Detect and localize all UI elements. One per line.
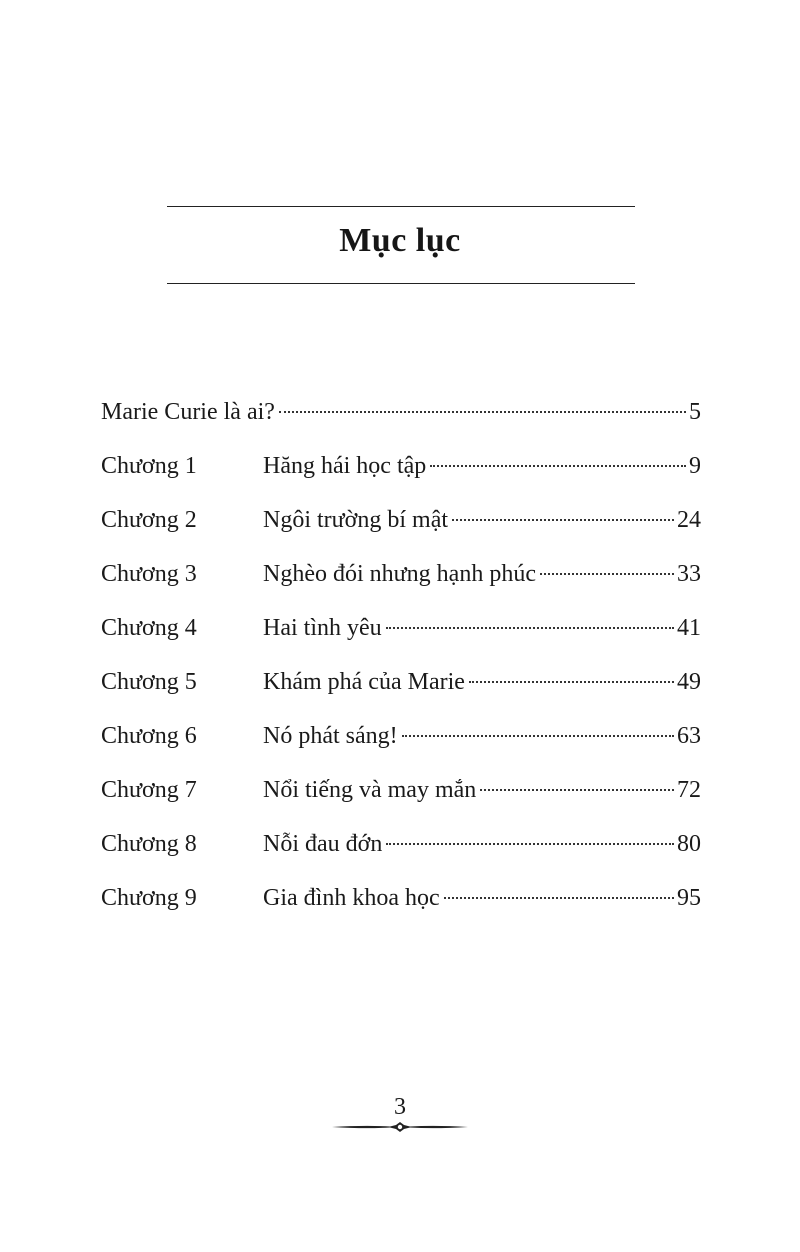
- table-of-contents: [101, 392, 701, 932]
- toc-entry-title: Nỗi đau đớn: [263, 831, 383, 857]
- dot-leader: [540, 573, 674, 575]
- dot-leader: [430, 465, 686, 467]
- toc-page-number: 49: [677, 669, 701, 695]
- toc-entry-chapter-4[interactable]: [101, 608, 701, 662]
- toc-page-number: 63: [677, 723, 701, 749]
- chapter-label: Chương 7: [101, 777, 197, 803]
- title-bottom-rule: [167, 283, 635, 284]
- toc-page-number: 24: [677, 507, 701, 533]
- chapter-label: Chương 3: [101, 561, 197, 587]
- dot-leader: [386, 843, 674, 845]
- toc-entry-intro[interactable]: [101, 392, 701, 446]
- dot-leader: [452, 519, 674, 521]
- toc-entry-chapter-8[interactable]: [101, 824, 701, 878]
- chapter-label: Chương 9: [101, 885, 197, 911]
- toc-page-number: 5: [689, 399, 701, 425]
- toc-entry-title: Hăng hái học tập: [263, 453, 427, 479]
- title-top-rule: [167, 206, 635, 207]
- page-number: 3: [394, 1094, 406, 1120]
- chapter-label: Chương 1: [101, 453, 197, 479]
- toc-entry-chapter-5[interactable]: [101, 662, 701, 716]
- chapter-label: Chương 4: [101, 615, 197, 641]
- dot-leader: [402, 735, 674, 737]
- footer-ornament-icon: [330, 1120, 470, 1134]
- toc-entry-chapter-7[interactable]: [101, 770, 701, 824]
- toc-entry-chapter-6[interactable]: [101, 716, 701, 770]
- toc-entry-chapter-2[interactable]: [101, 500, 701, 554]
- chapter-label: Chương 5: [101, 669, 197, 695]
- toc-page-number: 41: [677, 615, 701, 641]
- dot-leader: [444, 897, 674, 899]
- chapter-label: Chương 8: [101, 831, 197, 857]
- toc-entry-chapter-9[interactable]: [101, 878, 701, 932]
- chapter-label: Chương 6: [101, 723, 197, 749]
- toc-entry-title: Nghèo đói nhưng hạnh phúc: [263, 561, 536, 587]
- toc-entry-title: Hai tình yêu: [263, 615, 382, 641]
- toc-entry-title: Nó phát sáng!: [263, 723, 398, 749]
- chapter-label: Chương 2: [101, 507, 197, 533]
- dot-leader: [480, 789, 674, 791]
- toc-page-number: 72: [677, 777, 701, 803]
- toc-entry-chapter-1[interactable]: [101, 446, 701, 500]
- dot-leader: [386, 627, 674, 629]
- toc-page-number: 33: [677, 561, 701, 587]
- toc-page-number: 95: [677, 885, 701, 911]
- toc-page-number: 80: [677, 831, 701, 857]
- toc-entry-chapter-3[interactable]: [101, 554, 701, 608]
- toc-entry-title: Ngôi trường bí mật: [263, 507, 449, 533]
- toc-page-number: 9: [689, 453, 701, 479]
- toc-entry-title: Nổi tiếng và may mắn: [263, 777, 477, 803]
- toc-entry-title: Gia đình khoa học: [263, 885, 440, 911]
- dot-leader: [469, 681, 674, 683]
- toc-entry-title: Khám phá của Marie: [263, 669, 465, 695]
- page-title: Mục lục: [339, 222, 461, 259]
- toc-entry-title: Marie Curie là ai?: [101, 399, 275, 425]
- dot-leader: [279, 411, 686, 413]
